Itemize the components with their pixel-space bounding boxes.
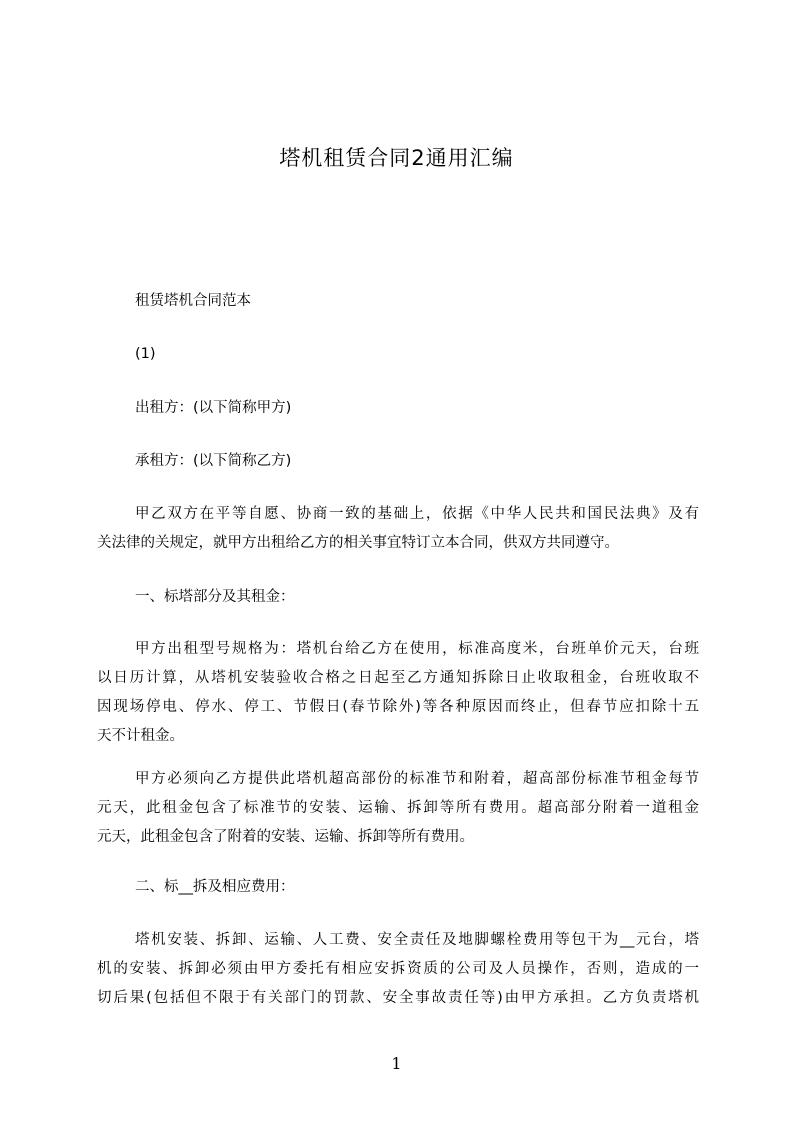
section1-p2-line: 甲方必须向乙方提供此塔机超高部份的标准节和附着，超高部份标准节租金每节: [135, 771, 699, 787]
intro-paragraph: [97, 500, 699, 558]
section1-p1-line: 甲方出租型号规格为：塔机台给乙方在使用，标准高度米，台班单价元天，台班: [135, 641, 699, 657]
lessee-line: 承租方：(以下简称乙方): [135, 453, 292, 469]
section1-paragraph-2: [97, 765, 699, 852]
intro-line: 甲乙双方在平等自愿、协商一致的基础上，依据《中华人民共和国民法典》及有: [135, 506, 699, 522]
section1-p1-line: 以日历计算，从塔机安装验收合格之日起至乙方通知拆除日止收取租金，台班收取不: [97, 670, 699, 686]
section2-paragraph-1: [97, 926, 699, 1013]
section1-p1-line: 因现场停电、停水、停工、节假日(春节除外)等各种原因而终止，但春节应扣除十五: [97, 699, 699, 715]
page-number: 1: [391, 1054, 402, 1073]
section2-heading: 二、标__拆及相应费用：: [135, 879, 295, 895]
intro-line: 关法律的关规定，就甲方出租给乙方的相关事宜特订立本合同，供双方共同遵守。: [97, 535, 619, 551]
section1-p2-line: 元天，此租金包含了附着的安装、运输、拆卸等所有费用。: [97, 829, 474, 845]
section1-p1-line: 天不计租金。: [97, 728, 184, 744]
section1-heading: 一、标塔部分及其租金：: [135, 589, 295, 605]
contract-heading: 租赁塔机合同范本: [135, 293, 251, 309]
section1-paragraph-1: [97, 635, 699, 751]
contract-number: (1): [135, 346, 156, 362]
section2-p1-line: 切后果(包括但不限于有关部门的罚款、安全事故责任等)由甲方承担。乙方负责塔机: [97, 990, 699, 1006]
document-title: 塔机租赁合同2通用汇编: [279, 146, 514, 170]
section1-p2-line: 元天，此租金包含了标准节的安装、运输、拆卸等所有费用。超高部分附着一道租金: [97, 800, 699, 816]
section2-p1-line: 塔机安装、拆卸、运输、人工费、安全责任及地脚螺栓费用等包干为__元台，塔: [135, 932, 699, 948]
lessor-line: 出租方：(以下简称甲方): [135, 400, 292, 416]
section2-p1-line: 机的安装、拆卸必须由甲方委托有相应安拆资质的公司及人员操作，否则，造成的一: [97, 961, 699, 977]
